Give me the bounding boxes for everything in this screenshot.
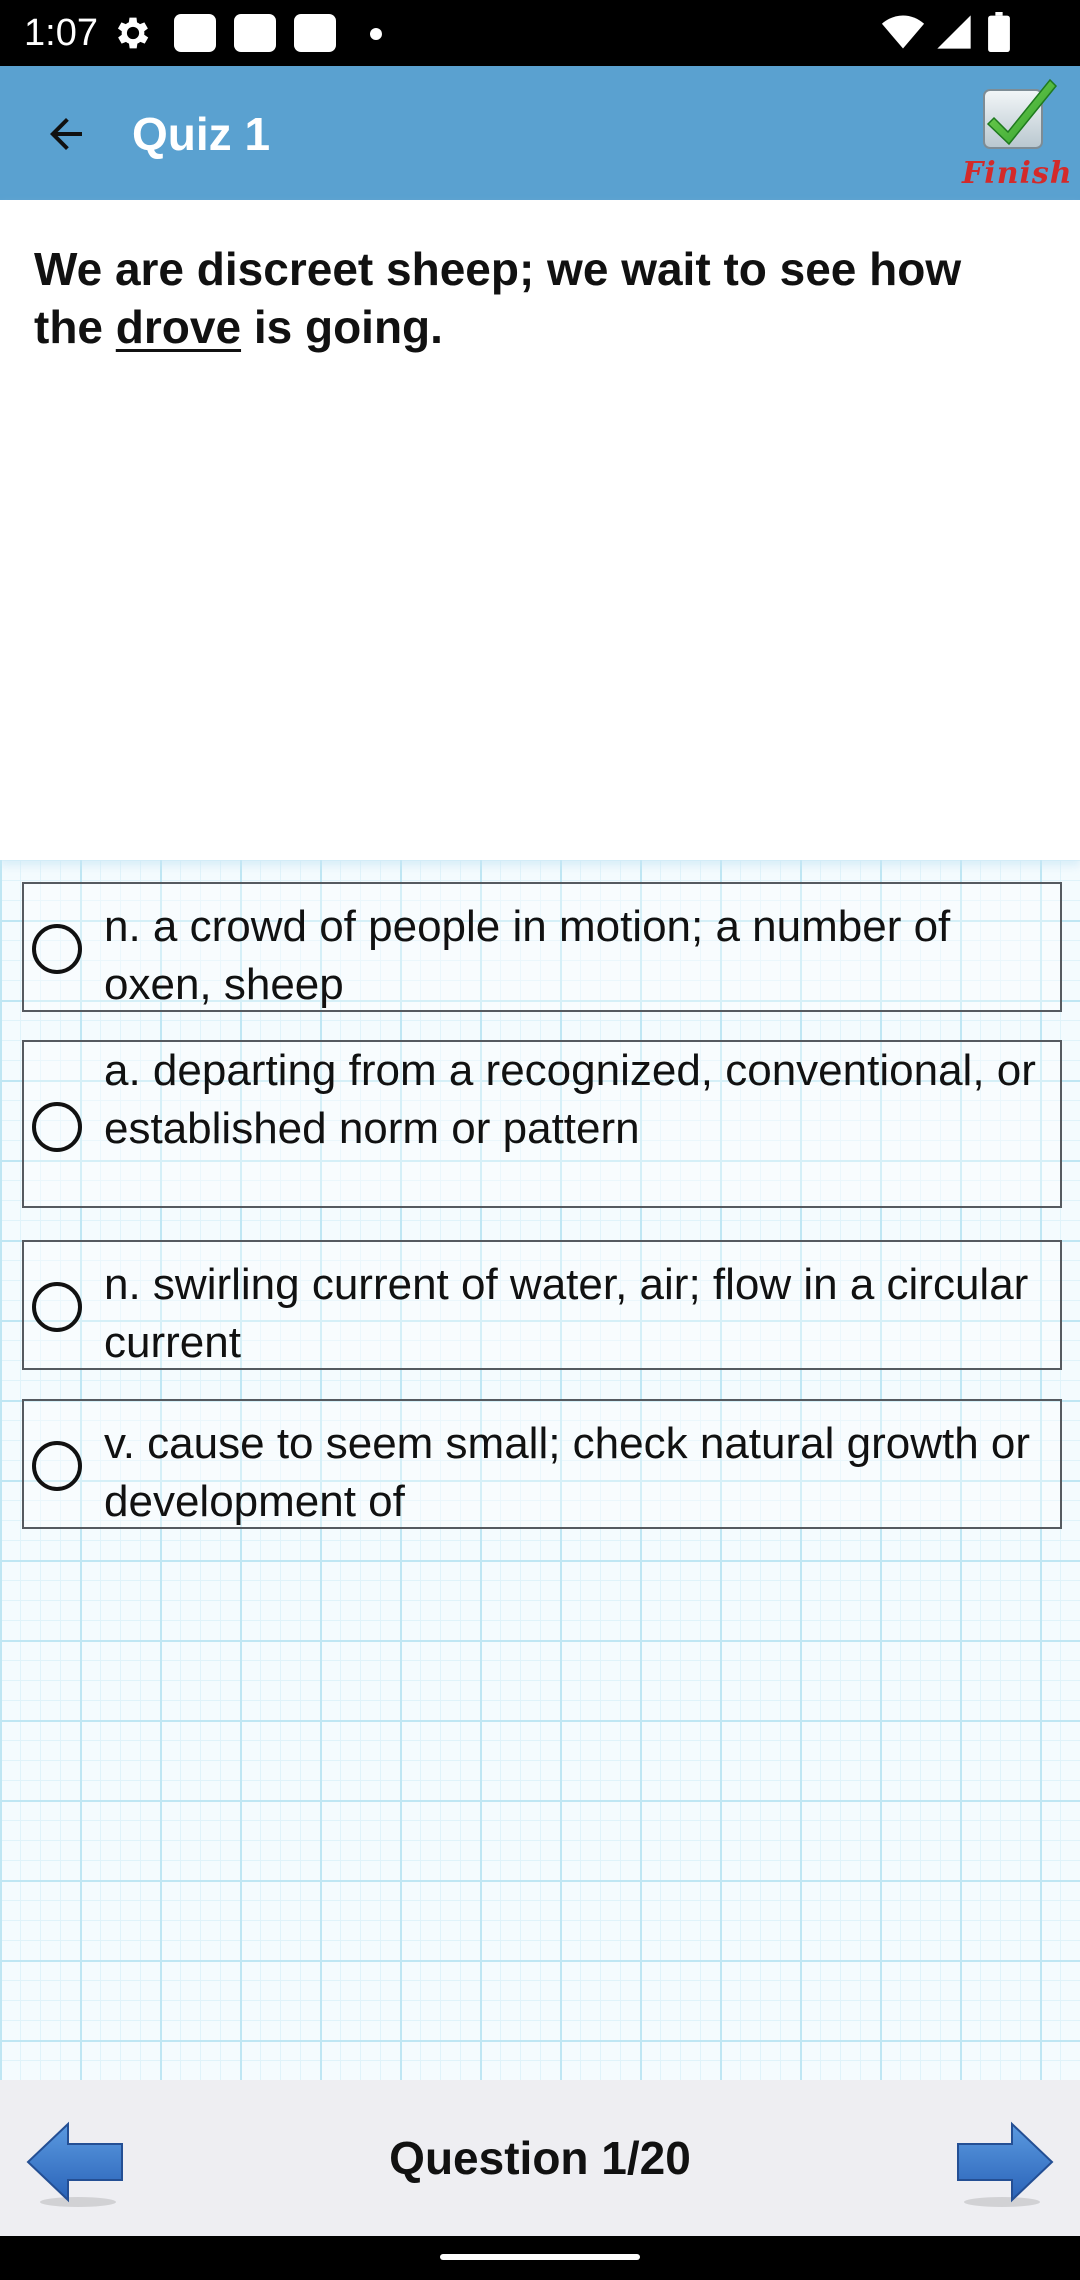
arrow-left-icon — [42, 110, 90, 158]
question-card — [0, 200, 1080, 860]
notification-icon — [234, 14, 276, 52]
radio-button[interactable] — [32, 1102, 82, 1152]
home-indicator[interactable] — [440, 2254, 640, 2260]
gesture-bar — [0, 2236, 1080, 2280]
signal-icon — [934, 12, 974, 52]
radio-button[interactable] — [32, 1441, 82, 1491]
finish-label: Finish — [962, 156, 1073, 191]
status-time: 1:07 — [24, 12, 98, 54]
question-text-after: is going. — [241, 301, 443, 353]
gear-icon — [112, 12, 154, 54]
answer-option[interactable] — [22, 882, 1062, 1012]
question-keyword: drove — [115, 301, 242, 353]
checkbox-check-icon — [980, 74, 1058, 154]
notification-icon — [174, 14, 216, 52]
arrow-right-icon — [954, 2112, 1054, 2212]
answer-option-text: a. departing from a recognized, conventional, or established norm or pattern — [104, 1046, 1036, 1153]
status-bar — [0, 0, 1080, 66]
arrow-left-icon — [26, 2112, 126, 2212]
back-button[interactable] — [28, 102, 104, 166]
dot-icon — [370, 28, 382, 40]
bottom-nav — [0, 2080, 1080, 2236]
finish-button[interactable] — [962, 70, 1073, 196]
wifi-icon — [880, 10, 926, 54]
answer-option[interactable] — [22, 1040, 1062, 1208]
notification-icon — [294, 14, 336, 52]
answer-option[interactable] — [22, 1399, 1062, 1529]
answer-option-text: v. cause to seem small; check natural growth or development of — [104, 1419, 1031, 1526]
previous-question-button[interactable] — [26, 2112, 126, 2212]
quiz-content — [0, 200, 1080, 2080]
answer-option[interactable] — [22, 1240, 1062, 1370]
question-text — [34, 240, 1034, 356]
radio-button[interactable] — [32, 1282, 82, 1332]
answer-option-text: n. a crowd of people in motion; a number of oxen, sheep — [104, 902, 951, 1009]
question-text-before: We are discreet sheep; we wait to see how the — [34, 243, 962, 353]
question-counter: Question 1/20 — [389, 2132, 691, 2184]
app-bar — [0, 66, 1080, 200]
page-title: Quiz 1 — [132, 108, 271, 160]
radio-button[interactable] — [32, 924, 82, 974]
next-question-button[interactable] — [954, 2112, 1054, 2212]
answer-option-text: n. swirling current of water, air; flow in a circular current — [104, 1260, 1029, 1367]
battery-icon — [988, 12, 1010, 52]
